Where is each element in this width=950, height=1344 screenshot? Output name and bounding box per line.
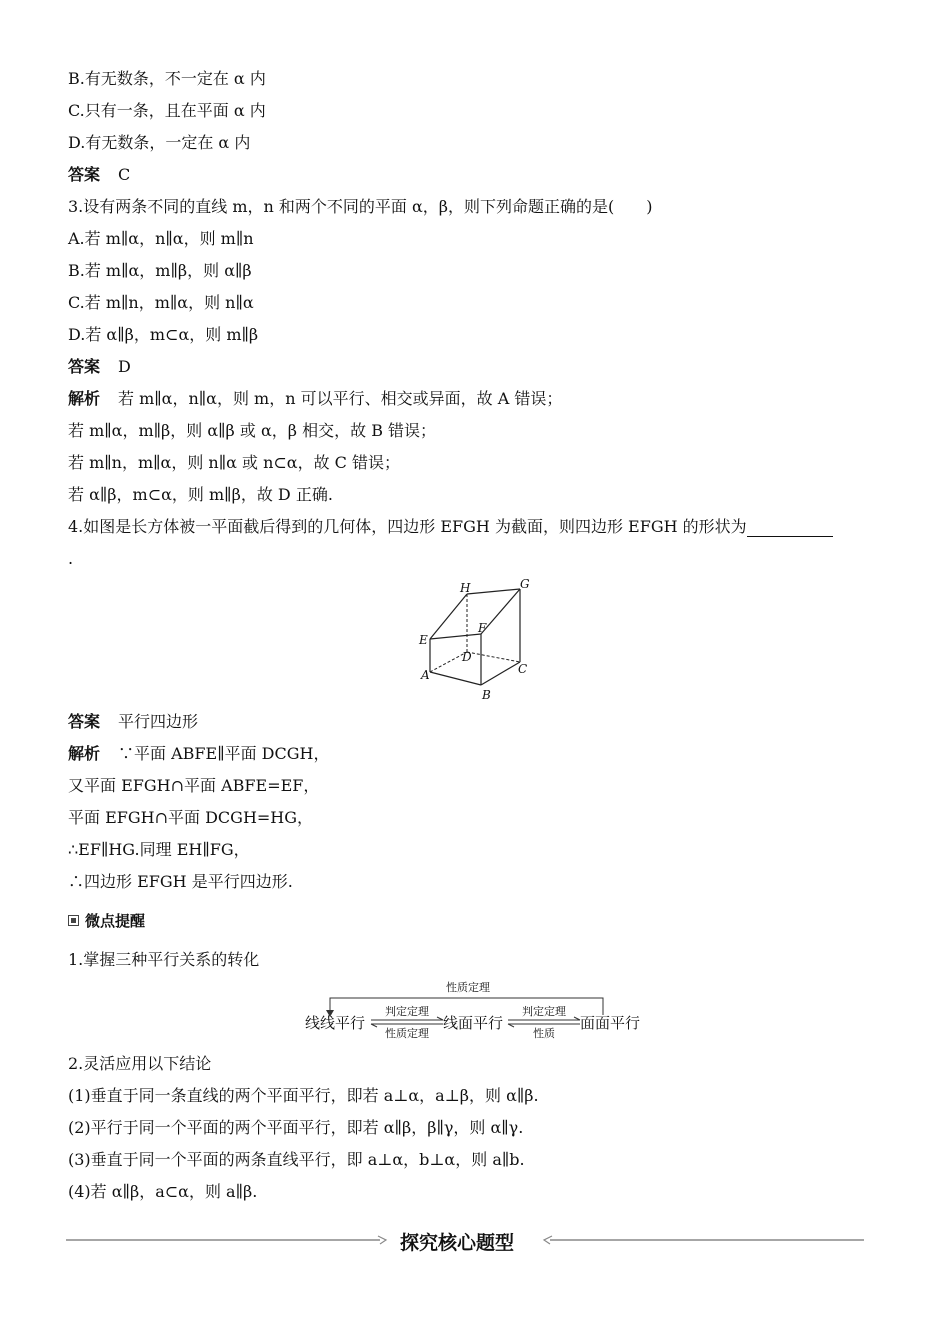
q3-option-c: C.若 m∥n，m∥α，则 n∥α (68, 293, 254, 312)
answer-label: 答案 (68, 712, 101, 731)
diagram-node-3: 面面平行 (580, 1014, 641, 1032)
answer-label: 答案 (68, 357, 101, 376)
vertex-label-c: C (518, 662, 528, 676)
hidden-edge-dc (467, 652, 520, 662)
arrow2-bottom-label: 性质 (533, 1027, 555, 1040)
tip-item-1: 1.掌握三种平行关系的转化 (68, 950, 260, 969)
q2-option-d: D.有无数条，一定在 α 内 (68, 133, 251, 152)
q2-answer: C (118, 165, 131, 184)
vertex-label-g: G (520, 577, 530, 591)
arrow1-bottom-label: 性质定理 (385, 1027, 429, 1040)
q3-option-b: B.若 m∥α，m∥β，则 α∥β (68, 261, 252, 280)
edge-ef (430, 634, 481, 639)
vertex-label-h: H (460, 581, 471, 595)
q3-answer-row (68, 357, 131, 377)
vertex-label-e: E (419, 633, 428, 647)
section-title: 微点提醒 (85, 912, 146, 930)
edge-eh (430, 594, 467, 639)
q3-analysis-row (68, 389, 562, 409)
geometry-figure (410, 572, 540, 704)
q3-option-a: A.若 m∥α，n∥α，则 m∥n (68, 229, 254, 248)
arrow1-top-label: 判定定理 (385, 1005, 429, 1018)
q3-answer: D (118, 357, 131, 376)
q4-analysis-line: 平面 EFGH∩平面 DCGH=HG， (68, 808, 314, 827)
conclusion-2: (2)平行于同一个平面的两个平面平行，即若 α∥β，β∥γ，则 α∥γ. (68, 1118, 524, 1137)
footer-section-title: 探究核心题型 (400, 1232, 515, 1254)
conclusion-3: (3)垂直于同一个平面的两条直线平行，即 a⊥α，b⊥α，则 a∥b. (68, 1150, 525, 1169)
edge-hg (467, 589, 520, 594)
q3-option-d: D.若 α∥β，m⊂α，则 m∥β (68, 325, 259, 344)
vertex-label-f: F (478, 621, 487, 635)
section-heading (68, 910, 145, 931)
conclusion-1: (1)垂直于同一条直线的两个平面平行，即若 a⊥α，a⊥β，则 α∥β. (68, 1086, 539, 1105)
edge-bc (481, 662, 520, 685)
q4-stem-end: . (68, 549, 74, 568)
q4-answer-row (68, 712, 198, 732)
q3-stem: 3.设有两条不同的直线 m，n 和两个不同的平面 α，β，则下列命题正确的是( ) (68, 197, 653, 216)
square-bullet-icon (68, 915, 79, 926)
edge-fg (481, 589, 520, 634)
analysis-label: 解析 (68, 744, 101, 763)
q2-answer-row (68, 165, 130, 185)
q3-analysis-line: 若 m∥α，m∥β，则 α∥β 或 α，β 相交，故 B 错误； (68, 421, 437, 440)
q4-stem-text: 4.如图是长方体被一平面截后得到的几何体，四边形 EFGH 为截面，则四边形 EFGH 的形状为 (68, 517, 747, 536)
q4-analysis-line: ∴EF∥HG.同理 EH∥FG， (68, 840, 250, 859)
q4-answer: 平行四边形 (118, 712, 199, 731)
analysis-label: 解析 (68, 389, 101, 408)
diagram-top-label: 性质定理 (446, 981, 490, 994)
q3-analysis-line: 若 m∥n，m∥α，则 n∥α 或 n⊂α，故 C 错误； (68, 453, 401, 472)
tip-item-2: 2.灵活应用以下结论 (68, 1054, 212, 1073)
q2-option-c: C.只有一条，且在平面 α 内 (68, 101, 266, 120)
conclusion-4: (4)若 α∥β，a⊂α，则 a∥β. (68, 1182, 258, 1201)
answer-blank (747, 520, 833, 537)
diagram-node-1: 线线平行 (305, 1014, 366, 1032)
vertex-label-b: B (482, 688, 491, 702)
q4-analysis-row (68, 744, 329, 764)
vertex-label-d: D (462, 650, 472, 664)
q2-option-b: B.有无数条，不一定在 α 内 (68, 69, 266, 88)
q3-analysis-line: 若 α∥β，m⊂α，则 m∥β，故 D 正确. (68, 485, 333, 504)
answer-label: 答案 (68, 165, 101, 184)
diagram-node-2: 线面平行 (443, 1014, 504, 1032)
arrow2-top-label: 判定定理 (522, 1005, 566, 1018)
q4-analysis-line: ∴四边形 EFGH 是平行四边形. (68, 872, 293, 891)
q4-stem (68, 517, 833, 537)
vertex-label-a: A (421, 668, 430, 682)
q3-analysis-line: 若 m∥α，n∥α，则 m，n 可以平行、相交或异面，故 A 错误； (118, 389, 563, 408)
edge-ab (430, 672, 481, 685)
q4-analysis-line: ∵平面 ABFE∥平面 DCGH， (118, 744, 330, 763)
q4-analysis-line: 又平面 EFGH∩平面 ABFE=EF， (68, 776, 320, 795)
parallel-relations-diagram (300, 977, 660, 1045)
